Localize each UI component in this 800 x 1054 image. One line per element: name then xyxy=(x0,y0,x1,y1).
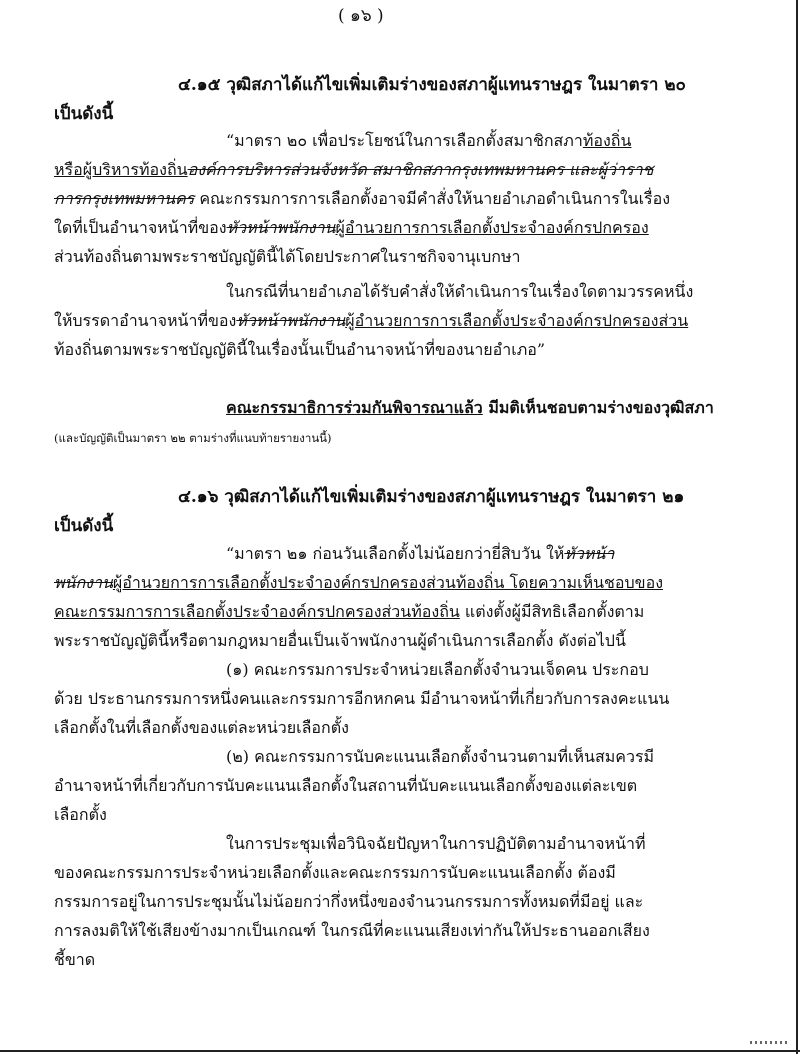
s415-note: (และบัญญัติเป็นมาตรา ๒๒ ตามร่างที่แนบท้ายรายงานนี้) xyxy=(54,431,332,445)
s415-p1-line5: ส่วนท้องถิ่นตามพระราชบัญญัตินี้ได้โดยประกาศในราชกิจจานุเบกษา xyxy=(54,247,521,266)
s416-p2-line1: ในการประชุมเพื่อวินิจฉัยปัญหาในการปฏิบัติตามอำนาจหน้าที่ xyxy=(226,834,646,853)
s416-p1-line1 xyxy=(226,543,614,565)
s415-p1-line3 xyxy=(54,188,670,210)
s415-p1-l4-text: ใดที่เป็นอำนาจหน้าที่ของ xyxy=(54,218,227,237)
s416-p1-l1-deleted: หัวหน้า xyxy=(564,544,615,563)
s416-p2-line2: ของคณะกรรมการประจำหน่วยเลือกตั้งและคณะกรรมการนับคะแนนเลือกตั้ง ต้องมี xyxy=(54,863,616,882)
s416-p2-line5: ชี้ขาด xyxy=(54,950,96,969)
s415-p2-l2-deleted: หัวหน้าพนักงาน xyxy=(236,311,346,330)
s416-p1-line4: พระราชบัญญัตินี้หรือตามกฎหมายอื่นเป็นเจ้าพนักงานผู้ดำเนินการเลือกตั้ง ดังต่อไปนี้ xyxy=(54,631,626,650)
s415-p1-l3-deleted: การกรุงเทพมหานคร xyxy=(54,189,195,208)
section-415-heading-cont: เป็นดังนี้ xyxy=(54,104,114,124)
s415-p2-l2-inserted: ผู้อำนวยการการเลือกตั้งประจำองค์กรปกครองส่วน xyxy=(345,311,689,330)
s415-p1-line4 xyxy=(54,217,649,239)
s416-p1-l3-text: แต่งตั้งผู้มีสิทธิเลือกตั้งตาม xyxy=(459,602,645,621)
s415-p2-line2 xyxy=(54,310,688,332)
s415-p1-l4-inserted: ผู้อำนวยการการเลือกตั้งประจำองค์กรปกครอง xyxy=(335,218,649,237)
section-416-heading: ๔.๑๖ วุฒิสภาได้แก้ไขเพิ่มเติมร่างของสภาผู้แทนราษฎร ในมาตรา ๒๑ xyxy=(178,487,685,507)
s416-item2-line3: เลือกตั้ง xyxy=(54,805,107,824)
s416-item1-line1: (๑) คณะกรรมการประจำหน่วยเลือกตั้งจำนวนเจ็ดคน ประกอบ xyxy=(226,660,649,679)
s416-item2-line1: (๒) คณะกรรมการนับคะแนนเลือกตั้งจำนวนตามที่เห็นสมควรมี xyxy=(226,747,655,766)
s415-p1-l4-deleted: หัวหน้าพนักงาน xyxy=(226,218,336,237)
s415-committee-resolution xyxy=(226,397,714,419)
committee-label: คณะกรรมาธิการร่วมกันพิจารณาแล้ว xyxy=(226,398,483,417)
s415-p1-l1-inserted: ท้องถิ่น xyxy=(582,131,632,150)
s416-p1-l2-deleted: พนักงาน xyxy=(54,573,113,592)
s416-p1-l1-text: “มาตรา ๒๑ ก่อนวันเลือกตั้งไม่น้อยกว่ายี่สิบวัน ให้ xyxy=(226,544,565,563)
s415-p2-l2-text: ให้บรรดาอำนาจหน้าที่ของ xyxy=(54,311,237,330)
s416-p1-line3 xyxy=(54,601,644,623)
s416-item2-line2: อำนาจหน้าที่เกี่ยวกับการนับคะแนนเลือกตั้งในสถานที่นับคะแนนเลือกตั้งของแต่ละเขต xyxy=(54,776,638,795)
s416-p2-line4: การลงมติให้ใช้เสียงข้างมากเป็นเกณฑ์ ในกรณีที่คะแนนเสียงเท่ากันให้ประธานออกเสียง xyxy=(54,921,650,940)
s415-p1-l2-inserted: หรือผู้บริหารท้องถิ่น xyxy=(54,160,188,179)
s416-p1-l2-inserted: ผู้อำนวยการการเลือกตั้งประจำองค์กรปกครองส่วนท้องถิ่น โดยความเห็นชอบของ xyxy=(112,573,664,592)
s416-p1-l3-inserted: คณะกรรมการการเลือกตั้งประจำองค์กรปกครองส่วนท้องถิ่น xyxy=(54,602,460,621)
s416-p1-line2 xyxy=(54,572,663,594)
s416-item1-line3: เลือกตั้งในที่เลือกตั้งของแต่ละหน่วยเลือกตั้ง xyxy=(54,718,349,737)
section-415-heading: ๔.๑๕ วุฒิสภาได้แก้ไขเพิ่มเติมร่างของสภาผู้แทนราษฎร ในมาตรา ๒๐ xyxy=(178,75,686,95)
scan-artifact xyxy=(750,1041,790,1044)
s415-p2-line3: ท้องถิ่นตามพระราชบัญญัตินี้ในเรื่องนั้นเป็นอำนาจหน้าที่ของนายอำเภอ” xyxy=(54,340,546,359)
s415-p1-l3-text: คณะกรรมการการเลือกตั้งอาจมีคำสั่งให้นายอำเภอดำเนินการในเรื่อง xyxy=(194,189,671,208)
s416-p2-line3: กรรมการอยู่ในการประชุมนั้นไม่น้อยกว่ากึ่งหนึ่งของจำนวนกรรมการทั้งหมดที่มีอยู่ และ xyxy=(54,892,644,911)
s415-p1-line2 xyxy=(54,159,653,181)
scan-edge-bottom xyxy=(0,1050,800,1052)
s416-item1-line2: ด้วย ประธานกรรมการหนึ่งคนและกรรมการอีกหกคน มีอำนาจหน้าที่เกี่ยวกับการลงคะแนน xyxy=(54,689,670,708)
s415-p2-line1: ในกรณีที่นายอำเภอได้รับคำสั่งให้ดำเนินการในเรื่องใดตามวรรคหนึ่ง xyxy=(226,282,694,301)
s415-p1-l2-deleted: องค์การบริหารส่วนจังหวัด สมาชิกสภากรุงเทพมหานคร และผู้ว่าราช xyxy=(187,160,654,179)
scan-edge-right xyxy=(796,0,798,1054)
page-number: ( ๑๖ ) xyxy=(338,6,384,26)
s415-p1-l1-text: “มาตรา ๒๐ เพื่อประโยชน์ในการเลือกตั้งสมาชิกสภา xyxy=(226,131,583,150)
s415-p1-line1 xyxy=(226,130,631,152)
section-416-heading-cont: เป็นดังนี้ xyxy=(54,516,114,536)
committee-resolution: มีมติเห็นชอบตามร่างของวุฒิสภา xyxy=(482,398,714,417)
